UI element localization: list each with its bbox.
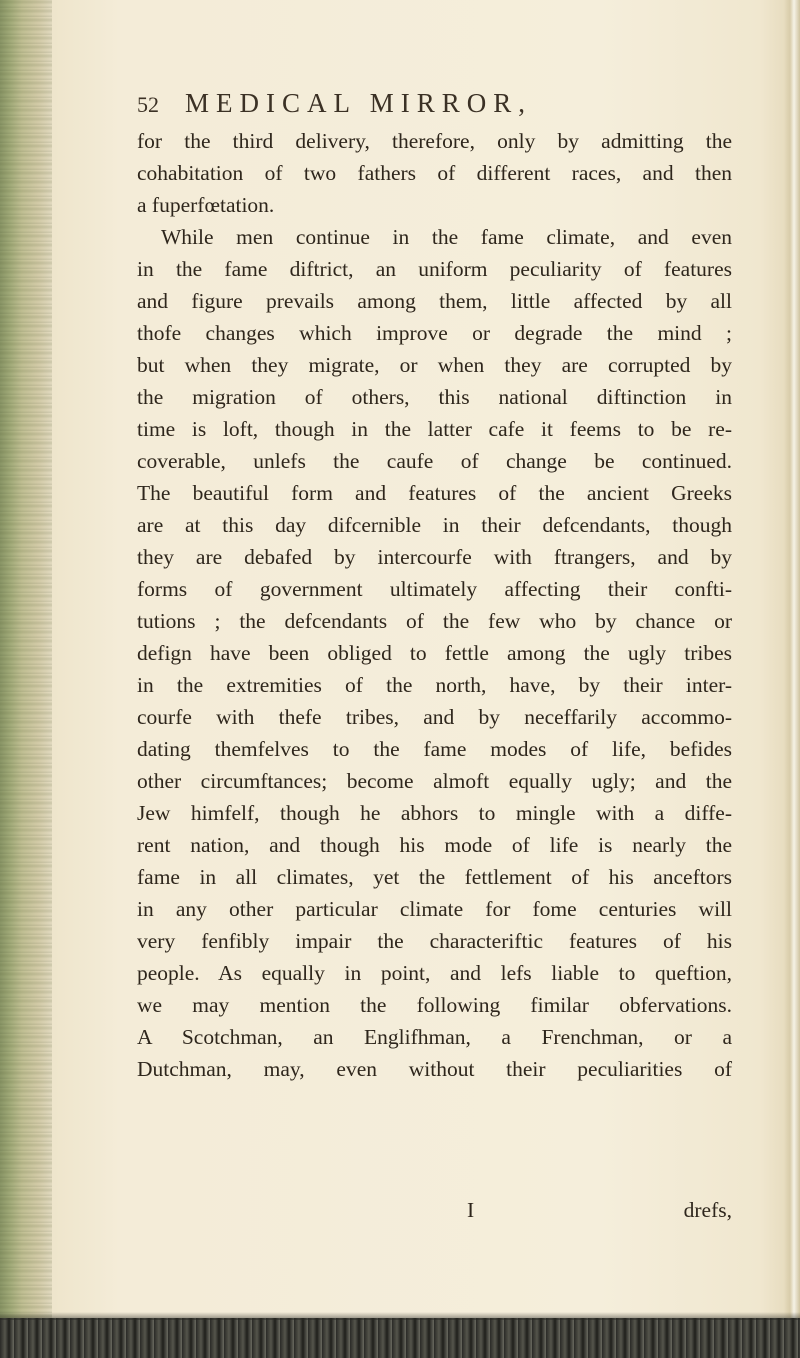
text-line: forms of government ultimately affecting their confti- <box>137 577 732 601</box>
footer-line <box>137 1194 732 1226</box>
text-line: we may mention the following fimilar obfervations. <box>137 993 732 1017</box>
text-line: for the third delivery, therefore, only by admitting the <box>137 129 732 153</box>
catchword: drefs, <box>683 1198 732 1222</box>
text-line: fame in all climates, yet the fettlement of his anceftors <box>137 865 732 889</box>
text-line: A Scotchman, an Englifhman, a Frenchman, or a <box>137 1025 732 1049</box>
text-line: very fenfibly impair the characteriftic features of his <box>137 929 732 953</box>
text-line: people. As equally in point, and lefs liable to queftion, <box>137 961 732 985</box>
text-line: The beautiful form and features of the ancient Greeks <box>137 481 732 505</box>
text-line: courfe with thefe tribes, and by neceffarily accommo- <box>137 705 732 729</box>
text-line: tutions ; the defcendants of the few who by chance or <box>137 609 732 633</box>
text-line: time is loft, though in the latter cafe it feems to be re- <box>137 417 732 441</box>
text-line: rent nation, and though his mode of life is nearly the <box>137 833 732 857</box>
text-line: in the extremities of the north, have, by their inter- <box>137 673 732 697</box>
text-line: coverable, unlefs the caufe of change be continued. <box>137 449 732 473</box>
running-head: MEDICAL MIRROR, <box>185 88 533 118</box>
text-line: but when they migrate, or when they are corrupted by <box>137 353 732 377</box>
text-line: in any other particular climate for fome centuries will <box>137 897 732 921</box>
text-line: are at this day difcernible in their defcendants, though <box>137 513 732 537</box>
text-line: other circumftances; become almoft equally ugly; and the <box>137 769 732 793</box>
signature-mark: I <box>467 1198 475 1222</box>
body-text <box>137 125 732 1085</box>
text-line: in the fame diftrict, an uniform peculiarity of features <box>137 257 732 281</box>
text-line: thofe changes which improve or degrade the mind ; <box>137 321 732 345</box>
text-line: dating themfelves to the fame modes of life, befides <box>137 737 732 761</box>
text-line: a fuperfœtation. <box>137 193 275 217</box>
text-line: defign have been obliged to fettle among the ugly tribes <box>137 641 732 665</box>
text-line: While men continue in the fame climate, and even <box>161 225 732 249</box>
binding-gutter <box>0 0 52 1358</box>
text-line: and figure prevails among them, little affected by all <box>137 289 732 313</box>
page-number: 52 <box>137 92 159 117</box>
text-line: they are debafed by intercourfe with ftrangers, and by <box>137 545 732 569</box>
text-line: cohabitation of two fathers of different races, and then <box>137 161 732 185</box>
page-bottom-edge <box>0 1318 800 1358</box>
page-header <box>137 88 697 128</box>
page-edge <box>784 0 800 1358</box>
text-line: Dutchman, may, even without their peculiarities of <box>137 1057 732 1081</box>
text-line: the migration of others, this national diftinction in <box>137 385 732 409</box>
text-line: Jew himfelf, though he abhors to mingle with a diffe- <box>137 801 732 825</box>
